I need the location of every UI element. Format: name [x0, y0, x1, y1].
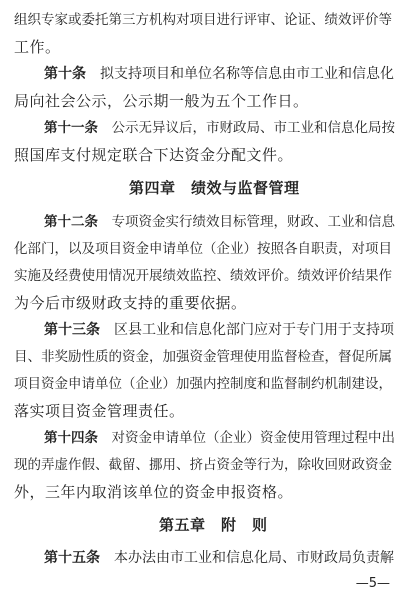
article-14-label: 第十四条 [44, 430, 98, 446]
text-line: 落实项目资金管理责任。 [14, 402, 185, 420]
article-11-label: 第十一条 [44, 120, 98, 136]
article-15-line-1 [44, 548, 394, 568]
article-10-line-1 [44, 64, 394, 84]
chapter-5-title: 附 则 [221, 516, 268, 534]
chapter-5-number: 第五章 [159, 516, 206, 534]
chapter-4-number: 第四章 [129, 179, 176, 197]
article-12-text: 专项资金实行绩效目标管理，财政、工业和信息 [111, 214, 395, 230]
chapter-4-heading [129, 178, 300, 198]
text-line: 组织专家或委托第三方机构对项目进行评审、论证、绩效评价等 [14, 12, 392, 28]
article-13-label: 第十三条 [44, 322, 100, 338]
article-14-line-1 [44, 428, 395, 448]
text-line: 照国库支付规定联合下达资金分配文件。 [14, 146, 294, 164]
text-line: 工作。 [14, 38, 61, 56]
article-13-line-1 [44, 320, 394, 340]
text-line: 项目资金申请单位（企业）加强内控制度和监督制约机制建设， [14, 376, 392, 392]
article-12-line-1 [44, 212, 395, 232]
chapter-5-heading [159, 515, 268, 535]
chapter-4-title: 绩效与监督管理 [191, 179, 300, 197]
article-13-text: 区县工业和信息化部门应对于专门用于支持项 [114, 322, 394, 338]
text-line: 外，三年内取消该单位的资金申报资格。 [14, 483, 294, 501]
text-line: 目、非奖励性质的资金，加强资金管理使用监督检查，督促所属 [14, 349, 392, 365]
article-11-text: 公示无异议后，市财政局、市工业和信息化局按 [111, 120, 395, 136]
article-10-label: 第十条 [44, 66, 86, 82]
article-10-text: 拟支持项目和单位名称等信息由市工业和信息化 [100, 66, 394, 82]
article-15-label: 第十五条 [44, 550, 100, 566]
article-15-text: 本办法由市工业和信息化局、市财政局负责解 [114, 550, 394, 566]
page-number: —5— [355, 576, 390, 591]
article-11-line-1 [44, 118, 395, 138]
text-line: 现的弄虚作假、截留、挪用、挤占资金等行为，除收回财政资金 [14, 457, 392, 473]
text-line: 局向社会公示，公示期一般为五个工作日。 [14, 92, 309, 110]
text-line: 为今后市级财政支持的重要依据。 [14, 294, 247, 312]
article-12-label: 第十二条 [44, 214, 98, 230]
article-14-text: 对资金申请单位（企业）资金使用管理过程中出 [111, 430, 395, 446]
text-line: 化部门，以及项目资金申请单位（企业）按照各自职责，对项目 [14, 241, 392, 257]
text-line: 实施及经费使用情况开展绩效监控、绩效评价。绩效评价结果作 [14, 268, 392, 284]
